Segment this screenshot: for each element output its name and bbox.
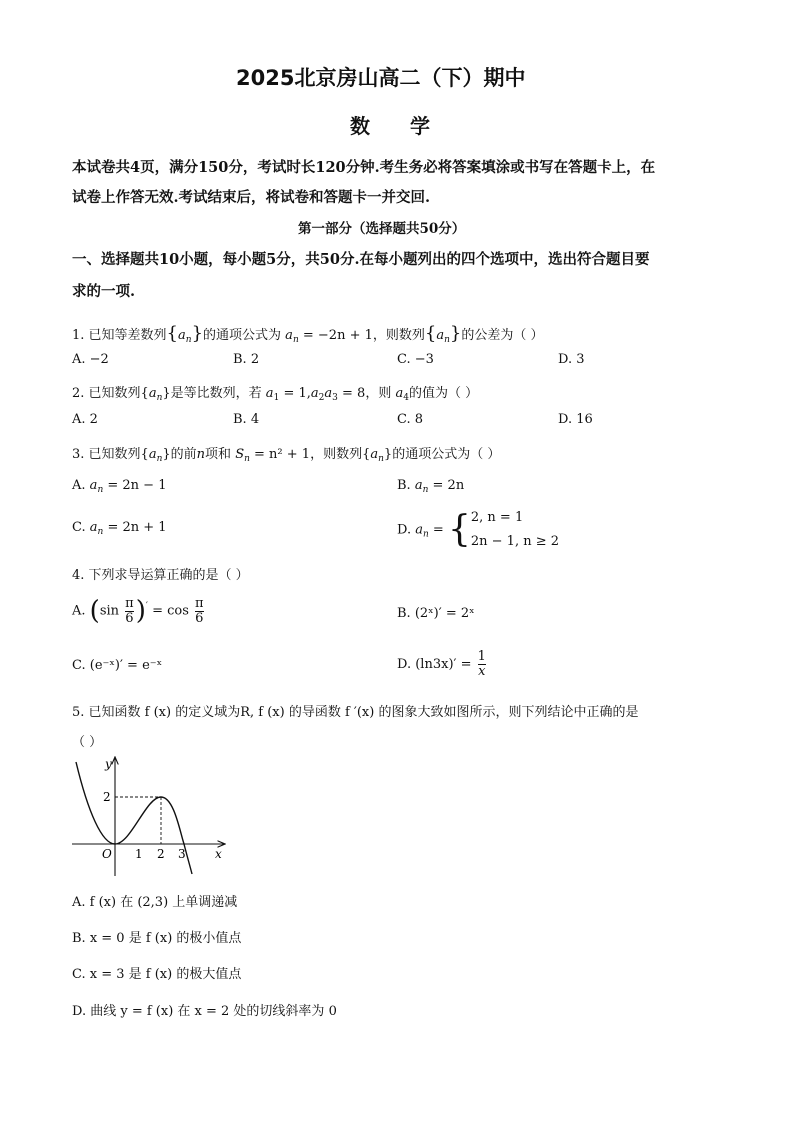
part1-heading: 第一部分（选择题共50分） xyxy=(298,221,466,237)
q5-option-c: C. x = 3 是 f (x) 的极大值点 xyxy=(72,967,242,982)
question-5-stem-line-2: （ ） xyxy=(72,735,103,750)
question-4-stem: 4. 下列求导运算正确的是（ ） xyxy=(72,568,249,583)
tick-y-2: 2 xyxy=(103,790,111,804)
q4-option-d: D. (ln3x)′ = $\frac{1}{x}$ xyxy=(397,649,486,679)
y-label: y xyxy=(105,757,112,771)
q5-option-a: A. f (x) 在 (2,3) 上单调递减 xyxy=(72,895,238,910)
q4-option-a: A. (sin $\frac{\pi}{6}$ )′ = cos $\frac{\pi}{6}$ xyxy=(72,595,204,626)
q2-option-d: D. 16 xyxy=(558,412,593,427)
derivative-curve xyxy=(76,762,192,874)
q5-option-d: D. 曲线 y = f (x) 在 x = 2 处的切线斜率为 0 xyxy=(72,1004,337,1019)
instructions-line-1: 本试卷共4页，满分150分，考试时长120分钟.考生务必将答案填涂或书写在答题卡上，在 xyxy=(72,159,656,176)
x-label: x xyxy=(215,847,222,861)
subject-heading: 数学 xyxy=(350,114,470,138)
instructions-line-2: 试卷上作答无效.考试结束后，将试卷和答题卡一并交回. xyxy=(72,189,431,206)
q3-option-d: D. $a_n$ = { 2, n = 1 2n − 1, n ≥ 2 xyxy=(397,509,560,550)
question-5-stem-line-1: 5. 已知函数 f (x) 的定义域为R, f (x) 的导函数 f ′(x) 的图象大致如图所示，则下列结论中正确的是 xyxy=(72,705,639,720)
q2-option-b: B. 4 xyxy=(233,412,260,427)
tick-x-1: 1 xyxy=(135,847,143,861)
q3-option-c: C. $a_n = 2n + 1$ xyxy=(72,520,167,537)
origin-label: O xyxy=(102,847,112,861)
q3-option-b: B. $a_n = 2n$ xyxy=(397,478,465,495)
tick-x-2: 2 xyxy=(157,847,165,861)
section-instructions-line-1: 一、选择题共10小题，每小题5分，共50分.在每小题列出的四个选项中，选出符合题目要 xyxy=(72,251,650,268)
question-2-stem: 2. 已知数列$\{a_n\}$是等比数列，若 $a_1 = 1,a_2a_3 = 8$，则 $a_4$的值为（ ） xyxy=(72,386,479,403)
q5-option-b: B. x = 0 是 f (x) 的极小值点 xyxy=(72,931,242,946)
derivative-graph xyxy=(66,752,236,882)
q2-option-a: A. 2 xyxy=(72,412,98,427)
tick-x-3: 3 xyxy=(178,847,186,861)
q1-option-b: B. 2 xyxy=(233,352,260,367)
q4-option-c: C. (e⁻ˣ)′ = e⁻ˣ xyxy=(72,658,163,673)
section-instructions-line-2: 求的一项. xyxy=(72,283,136,300)
question-3-stem: 3. 已知数列$\{a_n\}$的前n项和 $S_n = n^2 + 1$，则数列$\{a_n\}$的通项公式为（ ） xyxy=(72,447,501,464)
q4-option-b: B. (2ˣ)′ = 2ˣ xyxy=(397,606,475,621)
q1-option-a: A. −2 xyxy=(72,352,109,367)
q3-option-a: A. $a_n = 2n - 1$ xyxy=(72,478,167,495)
page-title: 2025北京房山高二（下）期中 xyxy=(236,66,526,90)
question-1-stem: 1. 已知等差数列$\{a_n\}$的通项公式为 $a_n = -2n + 1$，则数列$\{a_n\}$的公差为（ ） xyxy=(72,323,544,345)
q1-option-d: D. 3 xyxy=(558,352,585,367)
q2-option-c: C. 8 xyxy=(397,412,424,427)
q1-option-c: C. −3 xyxy=(397,352,434,367)
